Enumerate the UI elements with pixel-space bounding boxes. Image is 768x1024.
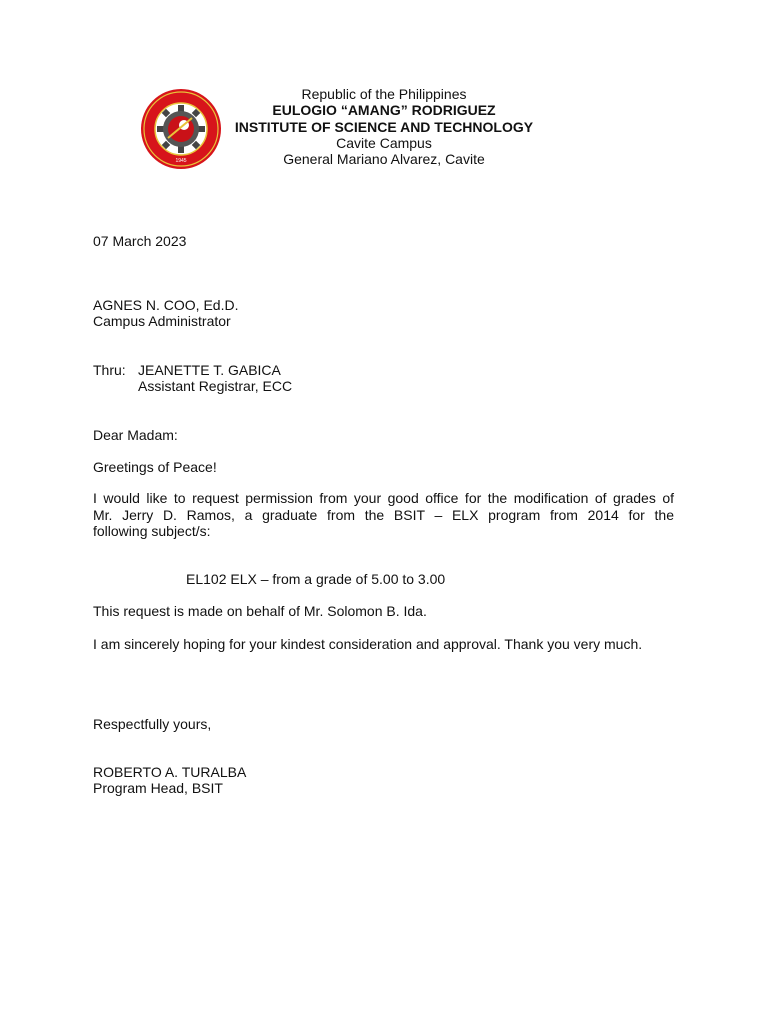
- greeting: Greetings of Peace!: [93, 459, 217, 475]
- salutation: Dear Madam:: [93, 427, 178, 443]
- campus-line: Cavite Campus: [336, 134, 432, 151]
- thru-name: JEANETTE T. GABICA: [138, 362, 281, 378]
- institution-name-line2: INSTITUTE OF SCIENCE AND TECHNOLOGY: [234, 118, 534, 135]
- body-line-3: following subject/s:: [93, 523, 211, 539]
- letter-date: 07 March 2023: [93, 233, 187, 249]
- complimentary-close: Respectfully yours,: [93, 716, 212, 732]
- closing-note: I am sincerely hoping for your kindest consideration and approval. Thank you very much.: [93, 636, 643, 652]
- country-line: Republic of the Philippines: [301, 86, 467, 102]
- thru-label: Thru:: [93, 362, 126, 378]
- body-paragraph: [93, 490, 674, 540]
- signatory-title: Program Head, BSIT: [93, 780, 223, 796]
- address-line: General Mariano Alvarez, Cavite: [283, 151, 485, 168]
- thru-title: Assistant Registrar, ECC: [138, 378, 293, 394]
- signatory-name: ROBERTO A. TURALBA: [93, 764, 247, 780]
- body-line-2: Mr. Jerry D. Ramos, a graduate from the BSIT – ELX program from 2014 for the: [93, 506, 674, 523]
- seal-year: 1945: [175, 158, 187, 164]
- recipient-name: AGNES N. COO, Ed.D.: [93, 297, 239, 313]
- recipient-title: Campus Administrator: [93, 313, 231, 329]
- body-line-1: I would like to request permission from your good office for the modification of grades of: [93, 490, 674, 506]
- institution-name-line1: EULOGIO “AMANG” RODRIGUEZ: [272, 102, 496, 119]
- subject-item: EL102 ELX – from a grade of 5.00 to 3.00: [186, 571, 446, 587]
- letterhead: [0, 86, 768, 167]
- request-note: This request is made on behalf of Mr. Solomon B. Ida.: [93, 603, 427, 619]
